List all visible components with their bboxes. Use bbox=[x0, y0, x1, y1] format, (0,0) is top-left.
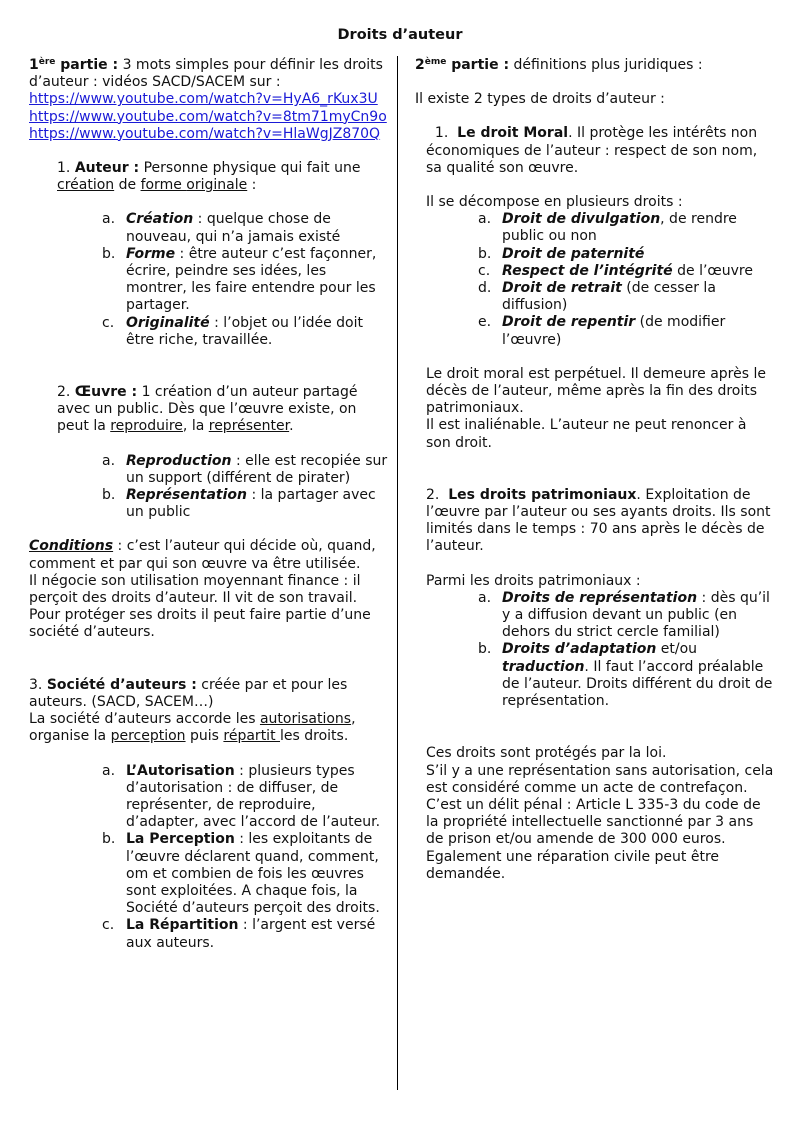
section-droits-patrimoniaux: 2. Les droits patrimoniaux. Exploitation de l’œuvre par l’auteur ou ses ayants droits. Ils sont limités dans le temps : 70 ans après le décès de l’auteur. bbox=[426, 486, 771, 555]
video-link-1[interactable]: https://www.youtube.com/watch?v=HyA6_rKux3U bbox=[29, 91, 378, 108]
closing-line-4: Egalement une réparation civile peut être demandée. bbox=[426, 848, 720, 882]
list-item: b. Forme : être auteur c’est façonner, écrire, peindre ses idées, les montrer, les faire entendre pour les partager. bbox=[102, 245, 377, 314]
list-item: d. Droit de retrait (de cesser la diffusion) bbox=[478, 280, 716, 314]
closing-line-3: C’est un délit pénal : Article L 335-3 du code de la propriété intellectuelle sanctionné par 3 ans de prison et/ou amende de 300 000 euros. bbox=[426, 796, 761, 848]
patrimonial-sub-intro: Parmi les droits patrimoniaux : bbox=[426, 572, 641, 589]
list-item: b. Droits d’adaptation et/ou traduction. Il faut l’accord préalable de l’auteur. Droits différent du droit de représentation. bbox=[478, 641, 773, 710]
part-2-heading: 2ème partie : définitions plus juridiques : bbox=[415, 57, 703, 73]
closing-line-1: Ces droits sont protégés par la loi. bbox=[426, 745, 667, 762]
intro-text: Il existe 2 types de droits d’auteur : bbox=[415, 91, 665, 108]
list-item: a. L’Autorisation : plusieurs types d’autorisation : de diffuser, de représenter, de reproduire, d’adapter, avec l’accord de l’auteur. bbox=[102, 762, 381, 831]
list-item: b. La Perception : les exploitants de l’œuvre déclarent quand, comment, om et combien de fois les œuvres sont exploitées. A chaque fois, la Société d’auteurs perçoit des droits. bbox=[102, 831, 380, 917]
conditions-paragraph: Conditions : c’est l’auteur qui décide où, quand, comment et par qui son œuvre va être utilisée. bbox=[29, 538, 376, 572]
section-oeuvre: 2. Œuvre : 1 création d’un auteur partagé avec un public. Dès que l’œuvre existe, on peut la reproduire, la représenter. bbox=[57, 384, 358, 435]
moral-rights-list bbox=[478, 211, 775, 349]
list-item: b. Représentation : la partager avec un public bbox=[102, 487, 376, 521]
list-item: a. Reproduction : elle est recopiée sur un support (différent de pirater) bbox=[102, 452, 388, 486]
list-item: c. Respect de l’intégrité de l’œuvre bbox=[478, 262, 753, 279]
section-societe: 3. Société d’auteurs : créée par et pour les auteurs. (SACD, SACEM…) bbox=[29, 676, 348, 710]
moral-sub-intro: Il se décompose en plusieurs droits : bbox=[426, 194, 683, 211]
closing-line-2: S’il y a une représentation sans autorisation, cela est considéré comme un acte de contrefaçon. bbox=[426, 762, 774, 796]
list-item: a. Création : quelque chose de nouveau, qui n’a jamais existé bbox=[102, 211, 341, 245]
list-item: c. La Répartition : l’argent est versé aux auteurs. bbox=[102, 917, 376, 951]
auteur-list bbox=[102, 211, 391, 349]
video-link-2[interactable]: https://www.youtube.com/watch?v=8tm71myCn9o bbox=[29, 108, 387, 125]
list-item: b. Droit de paternité bbox=[478, 245, 645, 262]
document-title: Droits d’auteur bbox=[337, 27, 463, 43]
patrimonial-rights-list bbox=[478, 589, 775, 710]
conditions-line-2: Il négocie son utilisation moyennant finance : il perçoit des droits d’auteur. Il vit de son travail. bbox=[29, 572, 361, 607]
section-auteur: 1. Auteur : Personne physique qui fait une création de forme originale : bbox=[57, 160, 361, 194]
right-column bbox=[415, 57, 775, 883]
section-droit-moral: 1. Le droit Moral. Il protège les intérêts non économiques de l’auteur : respect de son nom, sa qualité son œuvre. bbox=[426, 125, 758, 176]
column-divider bbox=[397, 56, 398, 1090]
list-item: a. Droit de divulgation, de rendre public ou non bbox=[478, 211, 737, 245]
conditions-line-3: Pour protéger ses droits il peut faire partie d’une société d’auteurs. bbox=[29, 607, 371, 641]
list-item: e. Droit de repentir (de modifier l’œuvre) bbox=[478, 314, 726, 348]
part-1-heading: 1ère partie : 3 mots simples pour définir les droits d’auteur : vidéos SACD/SACEM sur : bbox=[29, 57, 383, 91]
list-item: c. Originalité : l’objet ou l’idée doit être riche, travaillée. bbox=[102, 314, 363, 348]
moral-perpetual: Le droit moral est perpétuel. Il demeure après le décès de l’auteur, même après la fin des droits patrimoniaux. bbox=[426, 365, 766, 417]
list-item: a. Droits de représentation : dès qu’il y a diffusion devant un public (en dehors du strict cercle familial) bbox=[478, 589, 770, 641]
moral-inalienable: Il est inaliénable. L’auteur ne peut renoncer à son droit. bbox=[426, 417, 747, 451]
left-column bbox=[29, 57, 391, 952]
video-link-3[interactable]: https://www.youtube.com/watch?v=HlaWgJZ870Q bbox=[29, 125, 381, 142]
societe-description: La société d’auteurs accorde les autorisations, organise la perception puis répartit les droits. bbox=[29, 711, 356, 745]
societe-list bbox=[102, 762, 391, 952]
oeuvre-list bbox=[102, 452, 391, 522]
